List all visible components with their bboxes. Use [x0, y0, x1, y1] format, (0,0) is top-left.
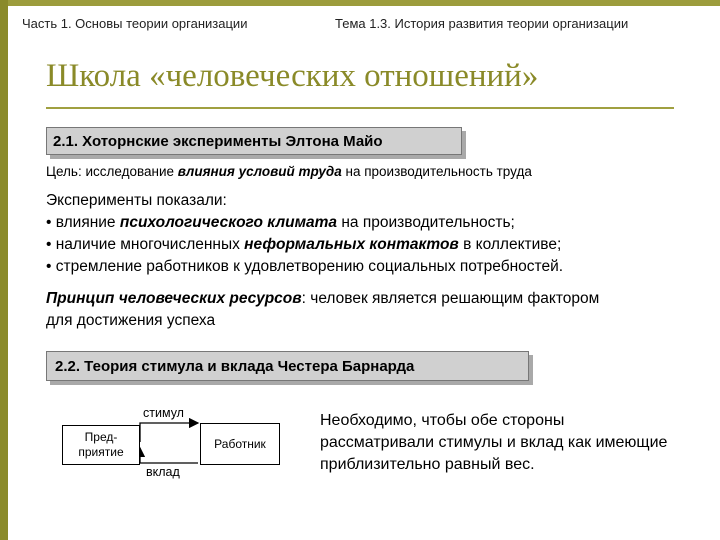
principle-line-2: для достижения успеха: [46, 312, 216, 329]
bullet-emphasis: психологического климата: [119, 214, 338, 231]
slide-title: Школа «человеческих отношений»: [46, 58, 539, 94]
header-part: Часть 1. Основы теории организации: [22, 16, 248, 31]
principle-text: : человек является решающим фактором: [301, 290, 600, 307]
goal-suffix: на производительность труда: [341, 164, 532, 179]
goal-emphasis: влияния условий труда: [177, 164, 342, 179]
stimulus-label: стимул: [143, 406, 184, 420]
enterprise-label-line-2: приятие: [78, 445, 124, 459]
contribution-arrow: [140, 448, 198, 463]
bullet-text: • наличие многочисленных: [46, 236, 245, 253]
goal-prefix: Цель: исследование: [46, 164, 178, 179]
enterprise-label-line-1: Пред-: [84, 430, 118, 444]
balance-note: Необходимо, чтобы обе стороны рассматривали стимулы и вклад как имеющие приблизительно равный вес.: [320, 412, 668, 473]
enterprise-box: [62, 425, 140, 465]
header-topic: Тема 1.3. История развития теории организации: [335, 16, 629, 31]
section-1-heading: 2.1. Хоторнские эксперименты Элтона Майо: [46, 127, 462, 155]
section-2-heading: 2.2. Теория стимула и вклада Честера Барнарда: [46, 351, 529, 381]
bullet-text: • стремление работников к удовлетворению социальных потребностей.: [46, 258, 564, 275]
contribution-label: вклад: [146, 465, 180, 479]
worker-label: Работник: [214, 436, 266, 451]
bullet-text: на производительность;: [337, 214, 515, 231]
experiments-intro: Эксперименты показали:: [46, 192, 227, 209]
bullet-text: • влияние: [46, 214, 120, 231]
stimulus-arrow: [140, 423, 198, 442]
principle-emphasis: Принцип человеческих ресурсов: [46, 290, 302, 307]
worker-box: [200, 423, 280, 465]
bullet-emphasis: неформальных контактов: [244, 236, 459, 253]
bullet-text: в коллективе;: [458, 236, 562, 253]
